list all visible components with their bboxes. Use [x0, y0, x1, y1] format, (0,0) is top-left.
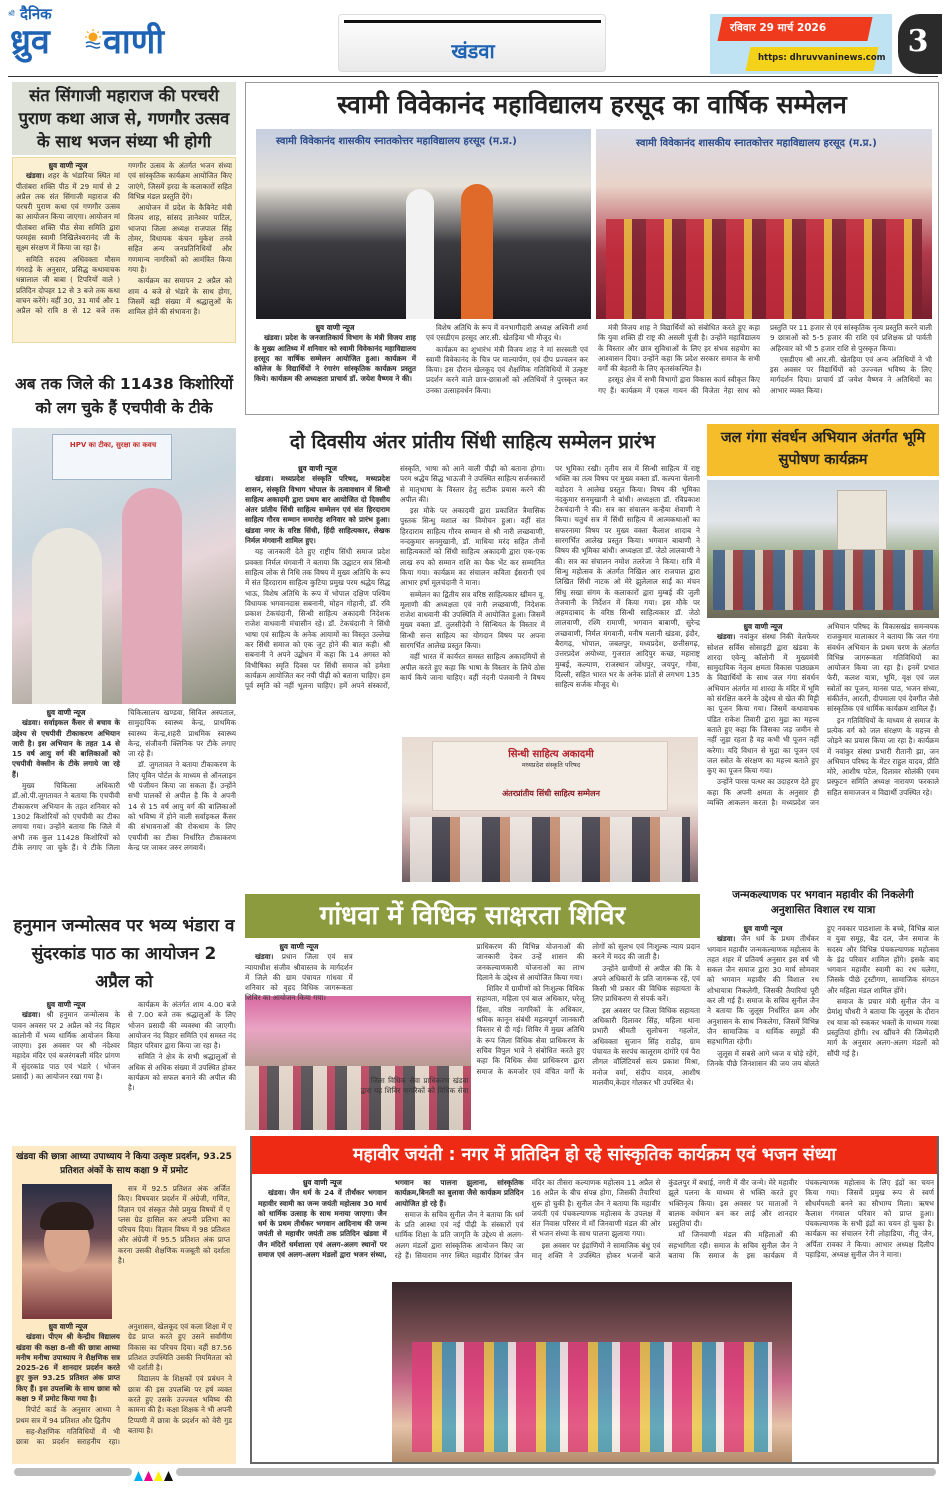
paragraph: इस मौके पर अकादमी द्वारा प्रकाशित त्रैमासिक पुस्तक सिन्धु मशाल का विमोचन हुआ। वहीं संत हिरदाराम साहित्य गौरव सम्मान से श्री नारी लच्छवाणी, नन्दकुमार सनमुखानी, डॉ. माधिया मरंद सहित तीनों साहित्यकारों को सिंधी साहित्य अकादमी द्वारा एक-एक लाख रुप को सम्मान राशि का चैक भेंट कर सम्मानित किया गया। कार्यक्रम का संचालन कविता ईसरानी एवं आभार हर्षा मूलचंदानी ने माना। — [400, 506, 545, 588]
byline: ध्रुव वाणी न्यूज — [297, 464, 338, 473]
paragraph: इन गतिविधियों के माध्यम से समाज के प्रत्येक वर्ग को जल संरक्षण के महत्त्व से जोड़ने का प्रयास किया जा रहा है। कार्यक्रम में नवांकुर संस्था प्रभारी रीतानी झा, जन अभियान परिषद के मेंटर राहुल यादव, प्रीति मोरे, आशीष पटेल, दिलावर सोलंकी एवम प्रस्फुटन समिति अध्यक्ष नारायण फरकाले सहित समाजजन व विद्यार्थी उपस्थित रहे। — [827, 715, 939, 797]
paragraph: कार्यक्रम के अंतर्गत शाम 4.00 बजे से 7.00 बजे तक श्रद्धालुओं के लिए भोजन प्रसादी की व्यवस्था की जाएगी। आयोजन नंद विहार समिति एवं समस्त नंद विहार परिवार द्वारा किया जा रहा है। — [128, 1000, 236, 1051]
banner-title: सिन्धी साहित्य अकादमी — [508, 749, 594, 760]
paragraph: समिति ने क्षेत्र के सभी श्रद्धालुओं से अधिक से अधिक संख्या में उपस्थित होकर कार्यक्रम को सफल बनाने की अपील की है। — [128, 1052, 236, 1093]
paragraph: कार्यक्रम का शुभारंभ मंत्री विजय शाह ने मां सरस्वती एवं स्वामी विवेकानंद के चित्र पर माल्यार्पण, एवं दीप प्रज्वलन कर किया। इस दौरान खेलकूद एवं शैक्षणिक गतिविधियों में उत्कृष्ट प्रदर्शन करने वाले छात्र-छात्राओं को अतिथियों ने पुरस्कृत कर उनका उत्साहवर्धन किया। — [426, 344, 588, 395]
paragraph: जिला विधिक सेवा प्राधिकरण खंडवा द्वारा यह शिविर नागरिकों को विधिक सेवा प्राधिकरण की विभिन्न योजनाओं की जानकारी देकर उन्हें शासन की जनकल्याणकारी योजनाओं का लाभ दिलाने के उद्देश्य से आयोजित किया गया। — [360, 942, 585, 1096]
footer-bar-left — [14, 1468, 132, 1476]
sun-icon — [85, 29, 101, 49]
paragraph: प्रधान जिला एवं सत्र न्यायाधीश संजीव श्रीवास्तव के मार्गदर्शन में जिले की ग्राम पंचायत गांधवा में शनिवार को वृहद विधिक जागरूकता शिविर का आयोजन किया गया। — [245, 952, 353, 1003]
article-singaji — [12, 82, 236, 317]
body-gandhwa — [245, 942, 700, 1130]
paragraph: इस अवसर पर इंद्राणियों ने सामाजिक बंधु एवं मातृ शक्ति ने उपस्थित होकर भजनों बाजे कुंडलपुर में बधाई, नगरी में वीर जन्मे। मेरे महावीर झूले पलना के माध्यम से भक्ति करते हुए भक्तिनृत्य किया। इस अवसर पर माताओं ने बालक वर्धमान बन कर लाई और शानदार प्रस्तुतियां दी। — [531, 1178, 798, 1261]
headline-rathyatra: जन्मकल्याणक पर भगवान महावीर की निकलेगी अनुशासित विशाल रथ यात्रा — [732, 889, 914, 916]
paragraph: शहर के भंडारिया स्थित मां पीतांबरा शक्ति पीठ में 29 मार्च से 2 अप्रैल तक संत सिंगाजी महाराज की परचरी पुराण कथा एवं गणगौर उत्सव का आयोजन किया जाएगा। आयोजन मां पीतांबरा शक्ति पीठ सेवा समिति द्वारा परमहंस स्वामी निखिलेश्वरानंद जी के सूक्ष्म संरक्षण में किया जा रहा है। — [16, 171, 120, 253]
byline: ध्रुव वाणी न्यूज — [46, 708, 86, 717]
paragraph: विशेष अतिथि के रूप में वनभागीदारी अध्यक्ष अश्विनी शर्मा एवं एसडीएम हरसूद आर.सी. खेतड़िया भी मौजूद थे। — [426, 323, 588, 343]
temple-structure — [837, 490, 887, 550]
cyan-triangle-icon — [134, 1471, 143, 1481]
guests-row — [410, 817, 690, 882]
byline: ध्रुव वाणी न्यूज — [48, 1322, 88, 1331]
presenter-figure — [406, 189, 434, 319]
dateline: खंडवा। — [22, 1010, 41, 1020]
paragraph: पीएम श्री केन्द्रीय विद्यालय खंडवा की कक्षा 8-सी की छात्रा आध्या मनीष मनीषा उपाध्याय ने शैक्षणिक सत्र 2025-26 में शानदार प्रदर्शन करते हुए कुल 93.25 प्रतिशत अंक प्राप्त किए हैं। इस उपलब्धि के साथ छात्रा को कक्षा 9 में प्रमोट किया गया है। — [16, 1332, 120, 1404]
byline: ध्रुव वाणी न्यूज — [279, 942, 319, 951]
article-jalganga — [707, 424, 939, 880]
page-number: 3 — [907, 24, 929, 59]
paragraph: जुलूस में सबसे आगे ध्वज व घोड़े रहेंगे, जिनके पीछे जिनशासन की जय जय बोलते हुए नवकार पाठशाला के बच्चे, विभिन्न बाल व युवा समूह, बैंड दल, जैन समाज के सदस्य और विभिन्न पंचकल्याणक महोत्सव के इंद्र परिवार शामिल होंगे। इसके बाद भगवान महावीर स्वामी का रथ चलेगा, जिसके पीछे ट्रस्टीगण, सामाजिक संगठन और महिला मंडल शामिल होंगे। — [707, 924, 939, 1068]
headline-vivekanand: स्वामी विवेकानंद महाविद्यालय हरसूद का वार्षिक सम्मेलन — [337, 90, 847, 119]
page-number-badge — [898, 14, 942, 74]
headline-sindhi: दो दिवसीय अंतर प्रांतीय सिंधी साहित्य सम्मेलन प्रारंभ — [289, 431, 656, 453]
byline: ध्रुव वाणी न्यूज — [48, 161, 88, 170]
paragraph: मंत्री विजय शाह ने विद्यार्थियों को संबोधित करते हुए कहा कि युवा शक्ति ही राष्ट्र की असली पूंजी है। उन्होंने महाविद्यालय के विस्तार और छात्र सुविधाओं के लिए हर संभव सहयोग का आश्वासन दिया। उन्होंने कहा कि प्रदेश सरकार समाज के सभी वर्गों की बेहतरी के लिए कृतसंकल्पित है। — [598, 323, 760, 374]
paragraph: विद्यालय के शिक्षकों एवं प्रबंधन ने छात्रा की इस उपलब्धि पर हर्ष व्यक्त करते हुए उसके उज्ज्वल भविष्य की कामना की है। कक्षा शिक्षक ने भी अपनी टिप्पणी में छात्रा के प्रदर्शन को वेरी गुड बताया है। — [128, 1374, 232, 1435]
lead: सर्वाइकल कैंसर से बचाव के उद्देश्य से एचपीवी टीकाकरण अभियान जारी है। इस अभियान के तहत 14 से 15 वर्ष आयु वर्ग की बालिकाओं को एचपीवी वेक्सीन के टीके लगाये जा रहे हैं। — [12, 718, 120, 779]
paragraph: श्री हनुमान जन्मोत्सव के पावन अवसर पर 2 अप्रैल को नंद विहार कालोनी में भव्य धार्मिक आयोजन किया जाएगा। इस अवसर पर श्री नंदेश्वर महादेव मंदिर एवं बजरंगबली मंदिर प्रांगण में सुंदरकांड पाठ एवं भंडारे ( भोजन प्रसादी ) का आयोजन रखा गया है। — [12, 1010, 120, 1082]
article-sindhi — [245, 422, 700, 882]
orange-stole-figure — [461, 184, 493, 319]
headline-mahavir: महावीर जयंती : नगर में प्रतिदिन हो रहे सांस्कृतिक कार्यक्रम एवं भजन संध्या — [252, 1136, 937, 1174]
paragraph: एसडीएम श्री आर.सी. खेतड़िया एवं अन्य अतिथियों ने भी इस अवसर पर विद्यार्थियों को उज्ज्वल भविष्य के लिए मार्गदर्शन दिया। प्राचार्य डॉ जयेश वैष्णव ने अतिथियों का आभार व्यक्त किया। — [770, 354, 932, 395]
body-sindhi — [245, 464, 700, 734]
article-hanuman — [12, 912, 236, 1134]
body-rathyatra — [707, 924, 939, 1130]
college-banner-text: स्वामी विवेकानंद शासकीय स्नातकोत्तर महाविद्यालय हरसूद (म.प्र.) — [276, 136, 517, 147]
vivekanand-photo-left — [256, 129, 591, 319]
body-vivekanand — [254, 323, 932, 413]
paragraph: आयोजन में प्रदेश के कैबिनेट मंत्री विजय शाह, सांसद ज्ञानेश्वर पाटिल, भाजपा जिला अध्यक्ष राजपाल सिंह तोमर, विधायक कंचन मुकेश तनवे सहित अन्य जनप्रतिनिधियों और गणमान्य नागरिकों को आमंत्रित किया गया है। — [128, 203, 232, 274]
yellow-triangle-icon — [154, 1471, 163, 1481]
byline: ध्रुव वाणी न्यूज — [743, 622, 783, 631]
student-hair — [40, 1202, 94, 1230]
headline-jalganga: जल गंगा संवर्धन अभियान अंतर्गत भूमि सुपोषण कार्यक्रम — [707, 424, 939, 476]
paragraph: डॉ. जुगतावत ने बताया टीकाकरण के लिए यूविन पोर्टल के माध्यम से ऑनलाइन भी पंजीयन किया जा सकता हैं। उन्होंने सभी पालकों से अपील है कि वे अपनी 14 से 15 वर्ष आयु वर्ग की बालिकाओं को भविष्य में होने वाली सर्वाइकल कैंसर की संभावनाओं की रोकथाम के लिए एचपीवी का टीका निर्धारित टीकाकरण केन्द्र पर जाकर जरुर लगवायें। — [128, 760, 236, 852]
paragraph: रिपोर्ट कार्ड के अनुसार आध्या ने प्रथम सत्र में 94 प्रतिशत और द्वितीय — [16, 1405, 120, 1425]
banner-sub: मध्यप्रदेश संस्कृति परिषद — [521, 761, 581, 769]
paragraph: नवांकुर संस्था निकी वेलफेयर सोशल सर्विस सोसाइटी द्वारा खंडवा के शारदा एवेन्यू कॉलोनी में मुख्यमंत्री सामुदायिक नेतृत्व क्षमता विकास पाठ्यक्रम के विद्यार्थियों के साथ जल गंगा संवर्धन अभियान अंतर्गत मां शारदा के मंदिर में भूमि को संरक्षित करने के उद्देश्य से खेत की मिट्टी का पूजन किया गया। जिसमें कथावाचक पंडित राकेश तिवारी द्वारा मुद्रा का महत्त्व बताते हुए कहा कि जिसका जड़ जमीन से नहीं जुड़ा रहता है वह कभी भी पूजन नहीं करेगा। यदि विधान से मुद्रा का पूजन एवं जल स्त्रोत के संरक्षण का महत्त्व बताते हुए कुए का पूजन किया गया। — [707, 632, 819, 776]
website-link[interactable]: https: dhruvvaninews.com — [758, 53, 886, 63]
photo-spacer — [361, 942, 469, 1076]
dateline: खंडवा। — [255, 474, 274, 484]
hpv-poster-text: HPV का टीका, सुरक्षा का कवच — [69, 441, 157, 449]
dateline: खंडवा। — [255, 952, 274, 962]
paragraph: सत्र में 92.5 प्रतिशत अंक अर्जित किए। विषयवार प्रदर्शन में अंग्रेजी, गणित, विज्ञान एवं संस्कृत जैसे प्रमुख विषयों में ए प्लस ग्रेड हासिल कर अपनी प्रतिभा का परिचय दिया। विज्ञान विषय में 98 प्रतिशत और अंग्रेजी में 95.5 प्रतिशत अंक प्राप्त करना उसकी शैक्षणिक मजबूती को दर्शाता है। — [118, 1184, 230, 1266]
headline-aadhya: खंडवा की छात्रा आध्या उपाध्याय ने किया उत्कृष्ट प्रदर्शन, 93.25 प्रतिशत अंकों के साथ कक्षा 9 में प्रमोट — [16, 1152, 232, 1176]
magenta-triangle-icon — [144, 1471, 153, 1481]
byline: ध्रुव वाणी न्यूज — [46, 1000, 86, 1009]
byline: ध्रुव वाणी न्यूज — [743, 924, 783, 933]
stage-banner — [432, 741, 668, 811]
paragraph: समाज के सचिव सुनील जैन ने बताया कि धर्म के प्रति आस्था एवं नई पीढ़ी के संस्कारों एवं धार्मिक शिक्षा के प्रति जागृति के उद्देश्य से अलग-अलग मंडलों द्वारा सांस्कृतिक आयोजन किए जा रहे हैं। सियाराम नगर स्थित महावीर दिगंबर जैन मंदिर का तीसरा कल्याणक महोत्सव 11 अप्रैल से 16 अप्रैल के बीच संपन्न होगा, जिसकी तैयारियां शुरू हो चुकी है। सुनील जैन ने बताया कि महावीर जयंती एवं पंचकल्याणक महोत्सव के उपलक्ष में संत निवास परिसर में माँ जिनवाणी मंडल की ओर से भजन संध्या के साथ पालना झुलाया गया। — [394, 1178, 661, 1261]
paragraph: समिति सदस्य अधिवक्ता मौसम गंगराड़े के अनुसार, प्रसिद्ध कथावाचक धन्नालाल जी बाबा ( टिपरियों वाले ) प्रतिदिन दोपहर 12 से 3 बजे तक कथा वाचन करेंगे। वहीं 30, 31 मार्च और 1 अप्रैल को रात्रि 8 से 12 बजे तक गणगौर उत्सव के अंतर्गत भजन संध्या एवं सांस्कृतिक कार्यक्रम आयोजित किए जाएंगे, जिसमें हरदा के कलाकारों सहित विभिन्न मंडल प्रस्तुति देंगे। — [16, 161, 232, 316]
paragraph: समाज के प्रचार मंत्री सुनील जैन व प्रेमांशु चौधरी ने बताया कि जुलूस के दौरान रथ यात्रा को रुककर भक्तों के माध्यम गरबा प्रस्तुतियां होंगी। रथ खींचने की जिम्मेदारी मार्ग के अनुसार अलग-अलग मंडलों को सौंपी गई है। — [827, 997, 939, 1058]
section-tab-rule — [344, 20, 601, 23]
date-box — [710, 14, 892, 74]
logo — [8, 4, 193, 66]
article-aadhya — [12, 1146, 236, 1464]
body-aadhya — [16, 1322, 232, 1462]
dateline: खंडवा। — [717, 632, 736, 642]
headline-hpv: अब तक जिले की 11438 किशोरियों को लग चुके हैं एचपीवी के टीके — [14, 375, 234, 417]
dateline: खंडवा। — [268, 1188, 287, 1198]
article-mahavir — [250, 1136, 939, 1464]
paragraph: सम्मेलन का द्वितीय सत्र वरिष्ठ साहित्यकार खीमन यू. मूलाणी की अध्यक्षता एवं नारी लच्छवाणी, निदेशक राजेश वाधवानी की उपस्थिति में आयोजित हुआ। जिसमें मुख्य वक्ता डॉ. तुलसीदेवी ने सिन्धियत के विस्तार में सिन्धी सन्त साहित्य का योगदान विषय पर अपना सारगर्भित आलेख प्रस्तुत किया। — [400, 589, 545, 651]
jalganga-group-photo — [707, 480, 939, 618]
registration-marks — [134, 1466, 174, 1476]
logo-top: दैनिक — [20, 5, 52, 23]
aadhya-side-text — [118, 1184, 230, 1322]
sindhi-sammelan-photo — [402, 737, 698, 882]
paragraph: मुख्य चिकित्सा अधिकारी डॉ.ओ.पी.जुगतावत ने बताया कि एचपीवी टीकाकरण अभियान के तहत शनिवार को 1302 किशोरियों को एचपीवी का टीका लगाया गया। उन्होंने बताया कि जिले में अभी तक कुल 11428 किशोरियों को टीके लगाए जा चुके हैं। ये टीके जिला चिकित्सालय खण्डवा, सिविल अस्पताल, सामुदायिक स्वास्थ्य केन्द्र, प्राथमिक स्वास्थ्य केन्द्र,शहरी प्राथमिक स्वास्थ्य केन्द्र, संजीवनी क्लिनिक पर टीके लगाए जा रहे हैं। — [12, 708, 236, 852]
body-singaji — [12, 157, 236, 343]
body-jalganga — [707, 622, 939, 880]
paragraph: जैन धर्म के 24 वें तीर्थंकर भगवान महावीर स्वामी का जन्म जयंती महोत्सव 30 मार्च को धार्मिक उत्साह के साथ मनाया जाएगा। जैन धर्म के प्रथम तीर्थंकर भगवान आदिनाथ की जन्म जयंती से महावीर जयंती तक प्रतिदिन खंडवा में जैन मंदिरों धर्मशाला एवं अलग-अलग स्थानों पर समाज एवं अलग-अलग मंडलों द्वारा भजन संध्या, भगवान का पालना झुलाना, सांस्कृतिक कार्यक्रम,बिनती का बुलावा जैसे कार्यक्रम प्रतिदिन आयोजित हो रहे हैं। — [258, 1178, 524, 1260]
dateline: खंडवा। — [22, 718, 41, 728]
paragraph: माँ जिनवाणी मंडल की महिलाओं की सहभागिता रही। समाज के सचिव सुनील जैन ने बताया कि समाज के इस कार्यक्रम में पंचकल्याणक महोत्सव के लिए इंद्रों का चयन किया गया। जिसमें प्रमुख रूप से स्वर्ण सौधर्मपमती बनने का सौभाग्य मिला। ऋषभ कैलाश गंगवाल परिवार को प्राप्त हुआ। पंचकल्याणक के सभी इंद्रों का चयन हो चुका है। कार्यक्रम का संचालन रेनी लोहाडिया, नीतू जैन, अर्पिता रावका ने किया। आभार अध्यक्ष दिलीप पहाड़िया, अध्यक्ष सुनील जैन ने माना। — [668, 1178, 934, 1261]
nurse-figure — [122, 488, 182, 704]
headline-gandhwa: गांधवा में विधिक साक्षरता शिविर — [245, 894, 700, 938]
paragraph: वहीं भारत में कार्यरत समस्त साहित्य अकादमियों से अपील करते हुए कहा कि भाषा के विस्तार के लिये ठोस कार्य किये जाना चाहिए। वहीं नंदनी पंजवानी ने विषय पर भूमिका रखी। तृतीय सत्र में सिन्धी साहित्य में राष्ट्र भक्ति का तत्व विषय पर मुख्य वक्ता डॉ. कल्पना चेलानी वडोदरा ने आलेख प्रस्तुत किया। विषय की भूमिका नंदकुमार सनमुखानी ने बांधी। अध्यक्षता डॉ. रविप्रकाश टेकचंदानी ने की। सत्र का संचालन कन्हैया शेवाणी ने किया। चतुर्थ सत्र में सिंधी साहित्य में आत्मकथाओं का सफरनामा विषय पर मुख्य वक्ता कैलाश शादाब ने सारगर्भित आलेख प्रस्तुत किया। भगवान बाबाणी ने विषय की भूमिका बांधी। अध्यक्षता डॉ. जेठो लालवाणी ने की। सत्र का संचालन नमोश तलरेजा ने किया। रात्रि में सिन्धु महोत्सव के अंतर्गत निखिल आर राजपाल द्वारा लिखित सिंधी नाटक ओ मेरे झुलेलाल साईं का मंचन सिंधु सखा संगम के कलाकारों द्वारा मुम्बई की जुली तेजवानी के निर्देशन में किया गया। इस मौके पर अहमदाबाद के वरिष्ठ सिन्धी साहित्यकार डॉ. जेठो लालवाणी, रश्मि रामाणी, भगवान बाबाणी, सुरेन्द्र लच्छवाणी, निर्मल मंगवानी, मनीष मलानी खंडवा, इंदौर, बैरागढ़, भोपाल, जबलपुर, मध्यप्रदेश, छत्तीसगढ़, उत्तरप्रदेश अयोध्या, गुजरात आदिपुर कच्छ, महाराष्ट्र मुम्बई, कल्याण, राजस्थान जोधपुर, जयपुर, गोवा, दिल्ली, सहित भारत भर के अनेक प्रांतों से लगभग 135 साहित्य सर्जक मौजूद थे। — [400, 464, 700, 690]
headline-singaji: संत सिंगाजी महाराज की परचरी पुराण कथा आज से, गणगौर उत्सव के साथ भजन संध्या भी होगी — [12, 82, 236, 155]
logo-right: वाणी — [103, 22, 165, 62]
headline-hanuman: हनुमान जन्मोत्सव पर भव्य भंडारा व सुंदरकांड पाठ का आयोजन 2 अप्रैल को — [13, 916, 235, 992]
hpv-vaccination-photo — [12, 428, 236, 704]
article-vivekanand — [245, 82, 939, 415]
paragraph: यह जानकारी देते हुए राष्ट्रीय सिंधी समाज प्रदेश प्रवक्ता निर्मल मंगवानी ने बताया कि उद्घाटन सत्र सिन्धी साहित्य लोक से निधि तक विषय में मुख्य अतिथि के रूप में संत हिरदाराम साहित्य कुटिया प्रमुख परम श्रद्धेय सिद्ध भाऊ, विशेष अतिथि के रूप में भोपाल दक्षिण पश्चिम विधायक भगवानदास सबनानी, मोहन गोहानी, डॉ. रवि प्रकाश टेकचंदानी, सिन्धी साहित्य अकादमी निदेशक राजेश वाधवानी मंचासीन रहे। डॉ. टेकचंदानी ने सिंधी भाषा एवं साहित्य के अनेक आयामों का विस्तृत उल्लेख कर सिंधी समाज को एक जुट होने की बात कही। श्री सबनानी ने अपने उद्बोधन में कहा कि 14 अगस्त को विभीषिका स्मृति दिवस पर सिंधी समाज को हमेशा कार्यक्रम आयोजित कर नयी पीढ़ी को बताना चाहिए। हम पूर्व स्मृति को नहीं भूलना चाहिए। हमें अपने संस्कारों, संस्कृति, भाषा को आने वाली पीढ़ी को बताना होगा। परम श्रद्धेय सिद्ध भाऊजी ने उपस्थित साहित्य सर्जनकारों से मातृभाषा के विस्तार हेतु सटीक प्रयास करने की अपील की। — [245, 464, 545, 691]
masthead-rule — [8, 76, 938, 77]
footer-bar-right — [176, 1468, 936, 1476]
lead: प्रदेश के जनजातिकार्य विभाग के मंत्री विजय शाह के मुख्य आतिथ्य में शनिवार को स्वामी विवेकानंद महाविद्यालय हरसूद का वार्षिक सम्मेलन आयोजित हुआ। कार्यक्रम में कॉलेज के विद्यार्थियों ने रंगारंग सांस्कृतिक कार्यक्रम प्रस्तुत किये। कार्यक्रम की अध्यक्षता प्राचार्य डॉ. जयेश वैष्णव ने की। — [254, 333, 416, 384]
logo-prefix: श्री — [8, 10, 15, 18]
paragraph: उन्होंने पारस पत्थर का उदाहरण देते हुए कहा कि अपनी क्षमता के अनुसार ही व्यक्ति आकलन करता है। मध्यप्रदेश जन अभियान परिषद के विकासखंड समन्वयक राजकुमार मालाकार ने बताया कि जल गंगा संवर्धन अभियान के प्रथम चरण के अंतर्गत विभिन्न जागरूकता गतिविधियों का आयोजन किया जा रहा है। इनमें प्रभात फेरी, कलश यात्रा, भूमि, वृक्ष एवं जल स्त्रोतों का पूजन, मानस पाठ, भजन संध्या, संकीर्तन, आरती, दीपमाला एवं देवगीत जैसे सांस्कृतिक एवं धार्मिक कार्यक्रम शामिल हैं। — [707, 622, 939, 808]
body-hpv — [12, 708, 236, 906]
section-name: खंडवा — [451, 39, 495, 63]
article-rathyatra — [707, 888, 939, 1130]
dateline: खंडवा। — [264, 333, 283, 343]
banner-stage: अंतरप्रांतीय सिंधी साहित्य सम्मेलन — [502, 789, 600, 798]
paragraph: जैन धर्म के प्रथम तीर्थंकर भगवान महावीर जन्मकल्याणक महोत्सव के तहत शहर में प्रतिवर्ष अनुसार इस वर्ष भी सकल जैन समाज द्वारा 30 मार्च सोमवार को भगवान महावीर की विशाल रथ शोभायात्रा निकलेगी, जिसकी तैयारियां पूरी कर ली गई हैं। समाज के सचिव सुनील जैन ने बताया कि जुलूस निर्धारित क्रम और अनुशासन के साथ निकलेगा, जिसमें विभिन्न जैन सामाजिक व धार्मिक समूहों की सहभागिता रहेगी। — [707, 934, 819, 1047]
group-people — [713, 550, 933, 610]
dateline: खंडवा। — [717, 934, 736, 944]
college-banner-text-2: स्वामी विवेकानंद शासकीय स्नातकोत्तर महाविद्यालय हरसूद (म.प्र.) — [636, 138, 877, 149]
lead: मध्यप्रदेश संस्कृति परिषद, मध्यप्रदेश शासन, संस्कृति विभाग भोपाल के तत्वावधान में सिन्धी साहित्य अकादमी द्वारा प्रथम बार आयोजित दो दिवसीय अंतर प्रांतीय सिंधी साहित्य सम्मेलन एवं संत हिरदाराम साहित्य गौरव सम्मान समारोह शनिवार को प्रारंभ हुआ। खंडवा नगर के वरिष्ठ सिंधी, हिंदी साहित्यकार, लेखक निर्मल मंगवानी शामिल हुए। — [245, 474, 390, 546]
paragraph: शिविर में ग्रामीणों को निःशुल्क विधिक सहायता, महिला एवं बाल अधिकार, घरेलू हिंसा, वरिष्ठ नागरिकों के अधिकार, श्रमिक कानून संबंधी महत्वपूर्ण जानकारी विस्तार से दी गई। शिविर में मुख्य अतिथि के रूप जिला विधिक सेवा प्राधिकरण के सचिव विपुल भावे ने संबोधित करते हुए कहा कि विधिक सेवा प्राधिकरण द्वारा समाज के कमजोर एवं वंचित वर्गों के लोगों को सुलभ एवं निःशुल्क न्याय प्रदान करने में मदद की जाती है। — [476, 942, 700, 1076]
date-text: रविवार 29 मार्च 2026 — [730, 22, 827, 34]
body-hanuman — [12, 1000, 236, 1134]
byline: ध्रुव वाणी न्यूज — [315, 323, 355, 332]
paragraph: इस अवसर पर जिला विधिक सहायता अधिकारी दिलावर सिंह, महिला थाना प्रभारी श्रीमती सुलोचना गहलोत, अधिवक्ता सुजान सिंह राठौड़, ग्राम पंचायत के सरपंच कालूराम दांगोरे एवं पैरा लीगल वॉलिंटियर्स सत्य प्रकाश मिश्रा, मनोज वर्मा, संदीप यादव, आशीष मालवीय,केदार गोलकर भी उपस्थित थे। — [592, 1005, 700, 1087]
dancers-group — [606, 219, 922, 319]
byline: ध्रुव वाणी न्यूज — [302, 1178, 342, 1187]
student-photo — [22, 1184, 112, 1319]
vivekanand-photo-right — [596, 129, 932, 319]
student-figure — [32, 528, 102, 704]
paragraph: सह-शैक्षणिक गतिविधियों में भी छात्रा का प्रदर्शन सराहनीय रहा। अनुशासन, खेलकूद एवं कला शिक्षा में ए ग्रेड प्राप्त करते हुए उसने सर्वांगीण विकास का परिचय दिया। वहीं 87.56 प्रतिशत उपस्थिति उसकी नियमितता को भी दर्शाती है। — [16, 1322, 232, 1447]
hpv-poster — [52, 434, 172, 480]
article-gandhwa — [245, 894, 700, 1130]
paragraph: कार्यक्रम का समापन 2 अप्रैल को शाम 4 बजे से भंडारे के साथ होगा, जिसमें बड़ी संख्या में श्रद्धालुओं के शामिल होने की संभावना है। — [128, 276, 232, 317]
logo-left: ध्रुव — [10, 22, 50, 62]
paragraph: हरसूद क्षेत्र में सभी विभागों द्वारा विकास कार्य स्वीकृत किए गए हैं। कार्यक्रम में एकल गायन की विजेता नेहा साध को प्रस्तुति पर 11 हजार से एवं सांस्कृतिक नृत्य प्रस्तुति करने वाली 9 छात्राओं को 5-5 हजार की राशि एवं प्रशिक्षक प्रो पार्वती अहिरवार को भी 5 हजार राशि से पुरस्कृत किया। — [598, 323, 932, 395]
black-triangle-icon — [164, 1471, 173, 1481]
paragraph: उन्होंने ग्रामीणों से अपील की कि वे अपने अधिकारों के प्रति जागरूक रहें, एवं किसी भी प्रकार की विधिक सहायता के लिए प्राधिकरण से संपर्क करें। — [592, 963, 700, 1004]
section-tab — [338, 14, 606, 72]
dateline: खंडवा। — [26, 1332, 45, 1342]
body-mahavir — [258, 1178, 934, 1462]
dateline: खंडवा। — [26, 171, 45, 181]
article-hpv — [12, 372, 236, 907]
